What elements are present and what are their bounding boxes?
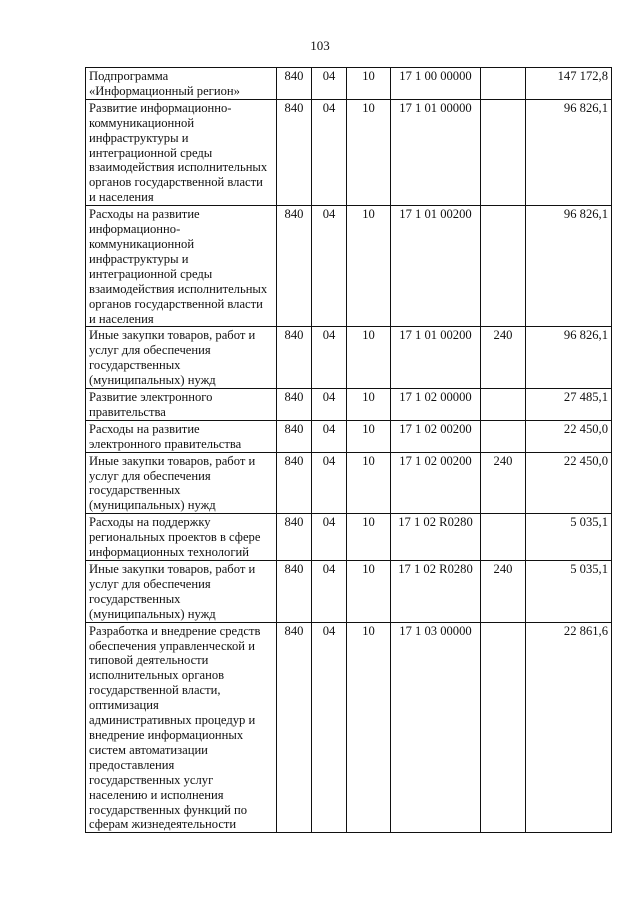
section-code-cell: 04: [312, 452, 347, 514]
admin-code-cell: 840: [277, 561, 312, 623]
item-name-line: предоставления: [89, 757, 175, 772]
amount-cell: 96 826,1: [526, 206, 612, 327]
item-name-line: интеграционной среды: [89, 145, 213, 160]
admin-code-cell: 840: [277, 99, 312, 205]
item-name-line: обеспечения управленческой и: [89, 638, 255, 653]
item-name-line: Развитие электронного: [89, 390, 213, 405]
subsection-code-cell: 10: [347, 514, 391, 561]
table-row: [86, 389, 612, 421]
section-code-cell: 04: [312, 327, 347, 389]
item-name-line: типовой деятельности: [89, 653, 209, 668]
amount-cell: 96 826,1: [526, 99, 612, 205]
expense-type-cell: [481, 514, 526, 561]
subsection-code-cell: 10: [347, 420, 391, 452]
item-name-line: услуг для обеспечения: [89, 343, 211, 358]
table-row: [86, 561, 612, 623]
expense-type-cell: [481, 99, 526, 205]
item-name-cell: [86, 389, 277, 421]
subsection-code-cell: 10: [347, 452, 391, 514]
expense-type-cell: [481, 206, 526, 327]
item-name-line: «Информационный регион»: [89, 83, 240, 98]
item-name-cell: [86, 68, 277, 100]
item-name-line: электронного правительства: [89, 436, 242, 451]
expense-type-cell: 240: [481, 452, 526, 514]
section-code-cell: 04: [312, 99, 347, 205]
table-row: [86, 452, 612, 514]
item-name-line: административных процедур и: [89, 713, 256, 728]
item-name-line: систем автоматизации: [89, 742, 208, 757]
admin-code-cell: 840: [277, 206, 312, 327]
item-name-line: Расходы на развитие: [89, 207, 200, 222]
item-name-line: сферам жизнедеятельности: [89, 817, 237, 832]
target-article-cell: 17 1 02 R0280: [391, 514, 481, 561]
amount-cell: 96 826,1: [526, 327, 612, 389]
section-code-cell: 04: [312, 68, 347, 100]
subsection-code-cell: 10: [347, 206, 391, 327]
amount-cell: 22 861,6: [526, 622, 612, 833]
item-name-line: услуг для обеспечения: [89, 576, 211, 591]
item-name-line: инфраструктуры и: [89, 130, 189, 145]
expense-type-cell: [481, 68, 526, 100]
item-name-cell: [86, 99, 277, 205]
expense-type-cell: [481, 622, 526, 833]
admin-code-cell: 840: [277, 389, 312, 421]
item-name-line: органов государственной власти: [89, 296, 263, 311]
item-name-cell: [86, 327, 277, 389]
item-name-line: государственных: [89, 591, 181, 606]
item-name-line: Иные закупки товаров, работ и: [89, 453, 256, 468]
item-name-line: Иные закупки товаров, работ и: [89, 562, 256, 576]
expense-type-cell: 240: [481, 327, 526, 389]
admin-code-cell: 840: [277, 68, 312, 100]
table-row: [86, 68, 612, 100]
admin-code-cell: 840: [277, 420, 312, 452]
item-name-line: исполнительных органов: [89, 668, 225, 683]
subsection-code-cell: 10: [347, 99, 391, 205]
item-name-line: коммуникационной: [89, 115, 195, 130]
subsection-code-cell: 10: [347, 327, 391, 389]
expense-type-cell: [481, 389, 526, 421]
target-article-cell: 17 1 03 00000: [391, 622, 481, 833]
section-code-cell: 04: [312, 206, 347, 327]
item-name-line: инфраструктуры и: [89, 251, 189, 266]
target-article-cell: 17 1 02 00200: [391, 452, 481, 514]
amount-cell: 5 035,1: [526, 514, 612, 561]
amount-cell: 22 450,0: [526, 452, 612, 514]
item-name-cell: [86, 206, 277, 327]
item-name-line: Разработка и внедрение средств: [89, 623, 261, 638]
item-name-line: населению и исполнения: [89, 787, 224, 802]
admin-code-cell: 840: [277, 452, 312, 514]
item-name-cell: [86, 420, 277, 452]
section-code-cell: 04: [312, 389, 347, 421]
table-row: [86, 622, 612, 833]
page-number: 103: [310, 38, 330, 53]
target-article-cell: 17 1 01 00000: [391, 99, 481, 205]
table-row: [86, 514, 612, 561]
target-article-cell: 17 1 01 00200: [391, 327, 481, 389]
target-article-cell: 17 1 02 R0280: [391, 561, 481, 623]
expense-type-cell: 240: [481, 561, 526, 623]
table-row: [86, 99, 612, 205]
admin-code-cell: 840: [277, 327, 312, 389]
item-name-line: (муниципальных) нужд: [89, 373, 216, 388]
item-name-cell: [86, 514, 277, 561]
item-name-line: (муниципальных) нужд: [89, 606, 216, 621]
item-name-line: и населения: [89, 190, 154, 205]
item-name-cell: [86, 561, 277, 623]
item-name-cell: [86, 622, 277, 833]
target-article-cell: 17 1 02 00000: [391, 389, 481, 421]
item-name-line: правительства: [89, 404, 166, 419]
section-code-cell: 04: [312, 622, 347, 833]
subsection-code-cell: 10: [347, 622, 391, 833]
item-name-line: Расходы на развитие: [89, 421, 200, 436]
table-row: [86, 327, 612, 389]
item-name-line: услуг для обеспечения: [89, 468, 211, 483]
item-name-line: государственных: [89, 358, 181, 373]
admin-code-cell: 840: [277, 622, 312, 833]
item-name-line: государственных услуг: [89, 772, 214, 787]
section-code-cell: 04: [312, 420, 347, 452]
item-name-line: государственной власти,: [89, 683, 221, 698]
section-code-cell: 04: [312, 514, 347, 561]
item-name-line: государственных функций по: [89, 802, 248, 817]
table-row: [86, 420, 612, 452]
amount-cell: 147 172,8: [526, 68, 612, 100]
item-name-cell: [86, 452, 277, 514]
section-code-cell: 04: [312, 561, 347, 623]
item-name-line: оптимизация: [89, 698, 159, 713]
item-name-line: Иные закупки товаров, работ и: [89, 328, 256, 343]
subsection-code-cell: 10: [347, 389, 391, 421]
amount-cell: 22 450,0: [526, 420, 612, 452]
amount-cell: 5 035,1: [526, 561, 612, 623]
subsection-code-cell: 10: [347, 561, 391, 623]
amount-cell: 27 485,1: [526, 389, 612, 421]
item-name-line: Расходы на поддержку: [89, 515, 211, 530]
target-article-cell: 17 1 00 00000: [391, 68, 481, 100]
expense-type-cell: [481, 420, 526, 452]
subsection-code-cell: 10: [347, 68, 391, 100]
item-name-line: государственных: [89, 483, 181, 498]
item-name-line: внедрение информационных: [89, 727, 244, 742]
item-name-line: региональных проектов в сфере: [89, 530, 261, 545]
item-name-line: взаимодействия исполнительных: [89, 281, 268, 296]
item-name-line: коммуникационной: [89, 236, 195, 251]
item-name-line: Развитие информационно-: [89, 100, 232, 115]
item-name-line: и населения: [89, 311, 154, 326]
item-name-line: (муниципальных) нужд: [89, 498, 216, 513]
target-article-cell: 17 1 02 00200: [391, 420, 481, 452]
item-name-line: органов государственной власти: [89, 175, 263, 190]
item-name-line: Подпрограмма: [89, 69, 169, 83]
admin-code-cell: 840: [277, 514, 312, 561]
item-name-line: информационно-: [89, 222, 181, 237]
budget-table: [85, 67, 612, 833]
item-name-line: интеграционной среды: [89, 266, 213, 281]
table-row: [86, 206, 612, 327]
item-name-line: информационных технологий: [89, 545, 249, 560]
target-article-cell: 17 1 01 00200: [391, 206, 481, 327]
item-name-line: взаимодействия исполнительных: [89, 160, 268, 175]
